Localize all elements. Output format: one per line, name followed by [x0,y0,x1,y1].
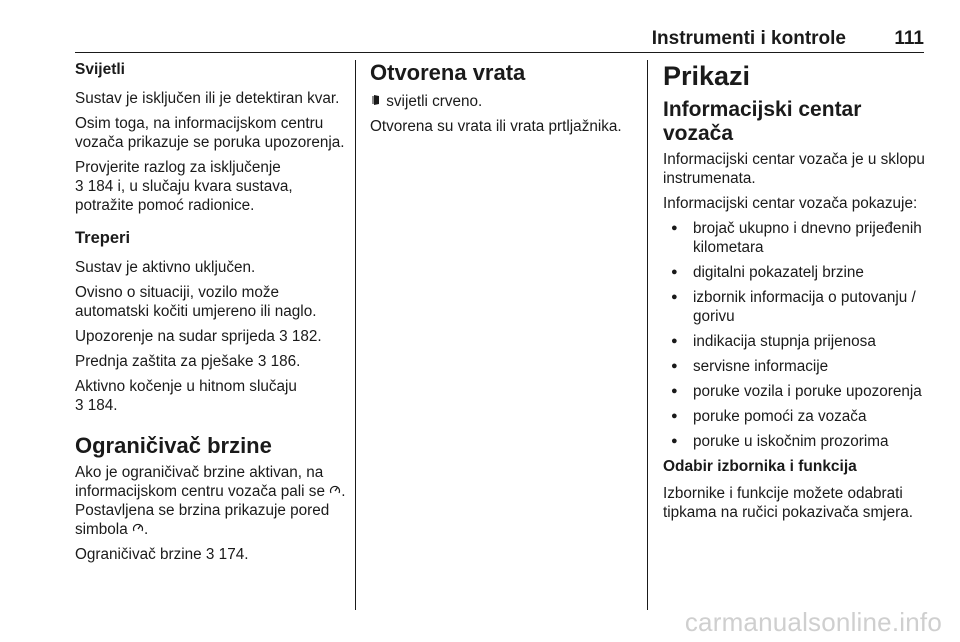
column-2 [370,60,640,142]
column-divider [647,60,648,610]
door-open-icon [370,92,382,111]
text: svijetli crveno. [386,93,483,110]
heading-odabir-izbornika: Odabir izbornika i funkcija [663,458,857,475]
list-item: ● indikacija stupnja prijenosa [663,332,933,351]
heading-svijetli: Svijetli [75,61,125,78]
paragraph [370,92,640,111]
column-1 [75,60,350,570]
speed-limiter-icon [132,520,144,539]
paragraph: Informacijski centar vozača pokazuje: [663,195,918,212]
list-item: ● servisne informacije [663,357,933,376]
list-item: ● poruke vozila i poruke upozorenja [663,382,933,401]
paragraph [75,158,350,215]
speed-limiter-icon [329,482,341,501]
paragraph: Informacijski centar vozača je u sklopu instrumenata. [663,151,925,187]
heading-prikazi: Prikazi [663,61,751,91]
list-item: ● poruke u iskočnim prozorima [663,432,933,451]
page-header [75,24,924,53]
paragraph: Otvorena su vrata ili vrata prtljažnika. [370,118,622,135]
heading-ogranicivac-brzine: Ograničivač brzine [75,433,272,458]
page-reference-link[interactable]: 3 184. [75,397,118,414]
page-reference-link[interactable]: 3 184 i, u slučaju kvara sustava, potražite pomoć radionice. [75,178,293,214]
list-item: ● digitalni pokazatelj brzine [663,263,933,282]
paragraph: Ako je ograničivač brzine aktivan, na informacijskom centru vozača pali se . Postavljena se brzina prikazuje pored simbola . [75,464,346,538]
text: Aktivno kočenje u hitnom slučaju [75,378,297,395]
list-item: ● brojač ukupno i dnevno prijeđenih kilometara [663,219,933,257]
heading-informacijski-centar: Informacijski centar vozača [663,98,862,145]
text: Provjerite razlog za isključenje [75,159,281,176]
page-reference-link[interactable]: Prednja zaštita za pješake 3 186. [75,353,301,370]
paragraph [75,377,350,415]
text: Ako je ograničivač brzine aktivan, na informacijskom centru vozača pali se [75,464,325,500]
paragraph: Izbornike i funkcije možete odabrati tipkama na ručici pokazivača smjera. [663,485,913,521]
paragraph: Ovisno o situaciji, vozilo može automatski kočiti umjereno ili naglo. [75,284,317,320]
page-number: 111 [894,28,924,49]
page-reference-link[interactable]: Upozorenje na sudar sprijeda 3 182. [75,328,322,345]
text: . Postavljena se brzina prikazuje pored simbola [75,483,346,538]
page-reference-link[interactable]: Ograničivač brzine 3 174. [75,546,249,563]
section-title: Instrumenti i kontrole [651,28,846,49]
paragraph: Sustav je isključen ili je detektiran kvar. [75,90,340,107]
column-divider [355,60,356,610]
list-item: ● poruke pomoći za vozača [663,407,933,426]
column-3 [663,60,933,528]
watermark[interactable]: carmanualsonline.info [684,607,942,637]
paragraph: Osim toga, na informacijskom centru vozača prikazuje se poruka upozorenja. [75,115,345,151]
heading-treperi: Treperi [75,229,131,247]
list-item: ● izbornik informacija o putovanju / gorivu [663,288,933,326]
heading-otvorena-vrata: Otvorena vrata [370,60,526,85]
paragraph: Sustav je aktivno uključen. [75,259,256,276]
bullet-list [663,219,933,451]
